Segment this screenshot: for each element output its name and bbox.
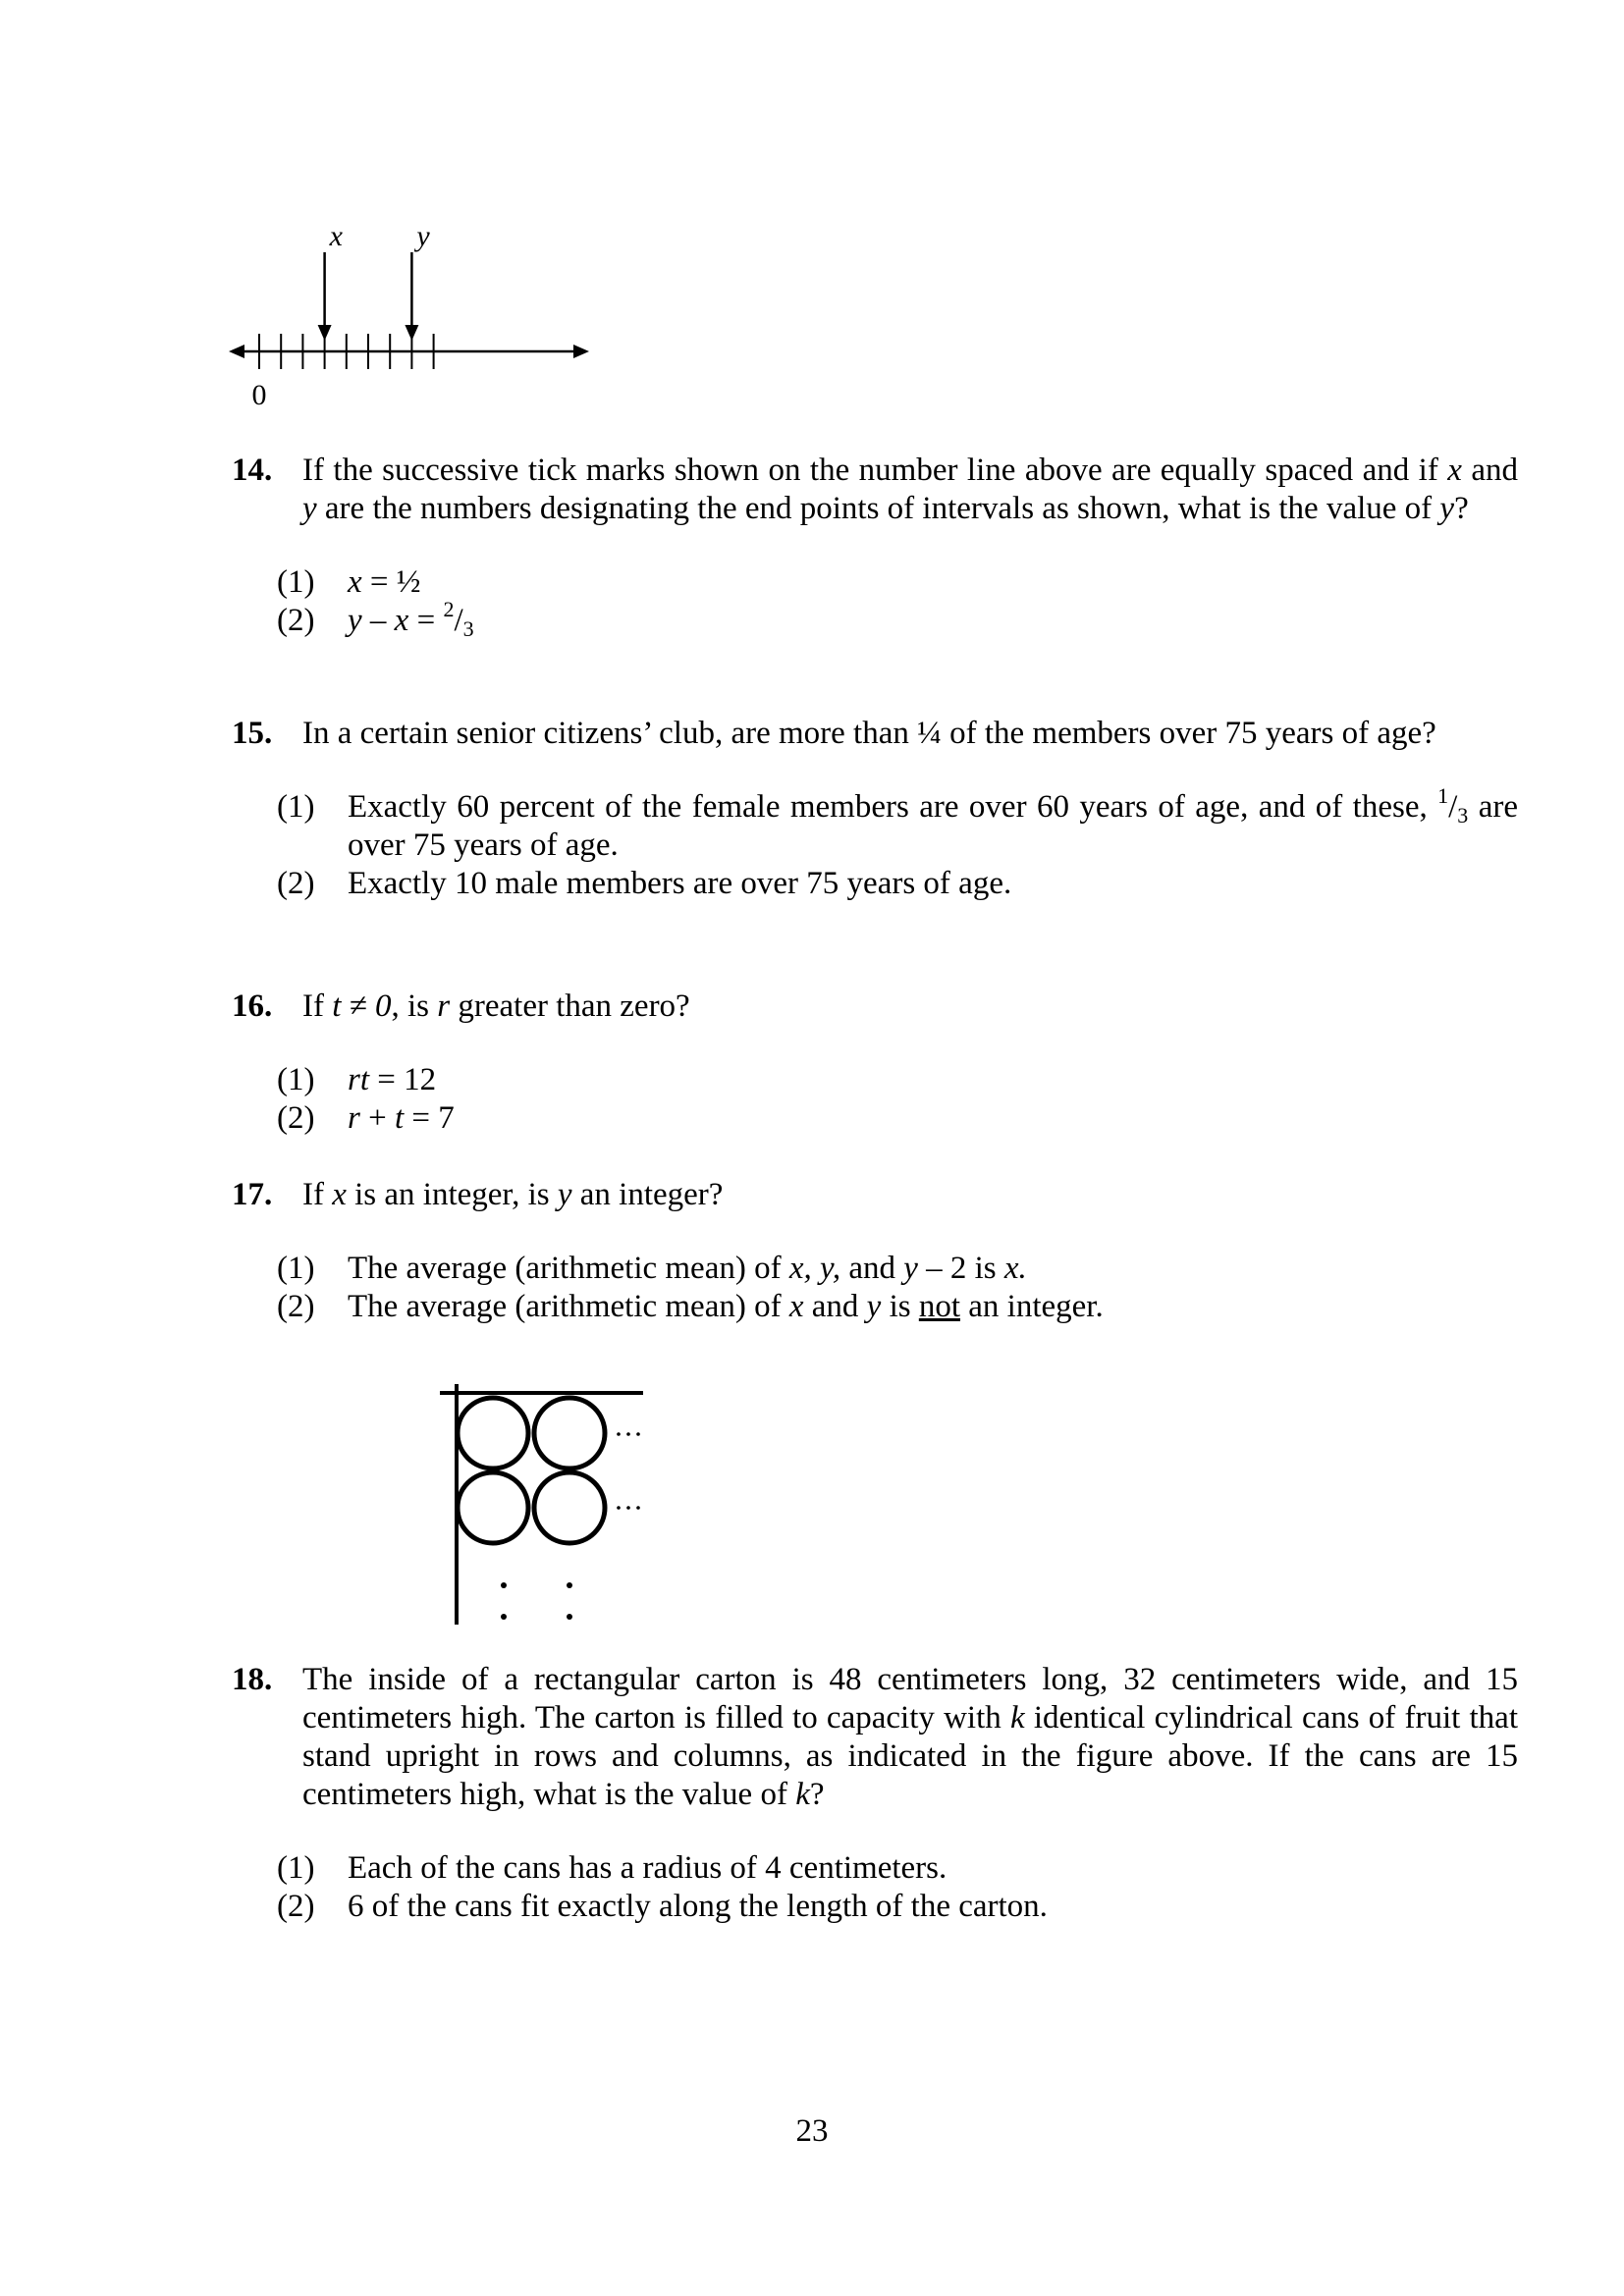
statement-2 — [277, 597, 1518, 641]
statement-label: (2) — [277, 866, 315, 901]
statement-label: (1) — [277, 1850, 315, 1886]
statement-1 — [277, 783, 1518, 865]
can-circle — [458, 1398, 528, 1468]
question-stem: If t ≠ 0, is r greater than zero? — [302, 988, 690, 1024]
question-number: 18. — [232, 1662, 273, 1697]
statement-text: x = ½ — [348, 564, 421, 600]
statement-text: Each of the cans has a radius of 4 centimeters. — [348, 1850, 947, 1886]
question-stem: In a certain senior citizens’ club, are more than ¼ of the members over 75 years of age? — [302, 716, 1436, 751]
statement-label: (1) — [277, 1251, 315, 1286]
statement-text: The average (arithmetic mean) of x, y, and y – 2 is x. — [348, 1251, 1027, 1286]
statement-text: Exactly 60 percent of the female members are over 60 years of age, and of these, $^1/_3$ are over 75 years of age. — [348, 783, 1518, 863]
statement-label: (1) — [277, 789, 315, 825]
can-circle — [534, 1472, 605, 1543]
question-stem: If x is an integer, is y an integer? — [302, 1177, 724, 1212]
can-circle — [534, 1398, 605, 1468]
question-number: 17. — [232, 1177, 273, 1212]
question-15 — [232, 715, 1518, 903]
statement-text: Exactly 10 male members are over 75 years of age. — [348, 866, 1012, 901]
statement-label: (1) — [277, 564, 315, 600]
statement-text: $y - x = ^2/_3$ — [348, 597, 474, 641]
number-line-left-arrowhead — [229, 345, 244, 358]
statement-label: (2) — [277, 603, 315, 638]
statement-2 — [277, 1288, 1518, 1326]
statement-1 — [277, 1061, 1518, 1099]
statement-label: (2) — [277, 1100, 315, 1136]
page-number: 23 — [795, 2113, 829, 2149]
statement-list — [277, 1061, 1518, 1138]
statement-2 — [277, 1888, 1518, 1926]
question-number: 16. — [232, 988, 273, 1024]
statement-2 — [277, 1099, 1518, 1138]
zero-label: 0 — [251, 379, 267, 411]
statement-1 — [277, 1849, 1518, 1888]
statement-list — [277, 1250, 1518, 1326]
statement-text: The average (arithmetic mean) of x and y is not an integer. — [348, 1289, 1104, 1324]
number-line-figure — [221, 221, 599, 417]
y-pointer-label: y — [416, 221, 430, 252]
statement-label: (1) — [277, 1062, 315, 1097]
question-14 — [232, 452, 1518, 640]
statement-text: r + t = 7 — [348, 1100, 455, 1136]
question-number: 15. — [232, 716, 273, 751]
statement-text: 6 of the cans fit exactly along the length of the carton. — [348, 1889, 1048, 1924]
statement-text: rt = 12 — [348, 1062, 437, 1097]
number-line-right-arrowhead — [573, 345, 589, 358]
statement-1 — [277, 1250, 1518, 1288]
can-circle — [458, 1472, 528, 1543]
question-number: 14. — [232, 453, 273, 488]
statement-1 — [277, 563, 1518, 602]
question-18 — [232, 1661, 1518, 1926]
statement-list — [277, 1849, 1518, 1926]
question-stem: If the successive tick marks shown on the number line above are equally spaced and if x and y are the numbers designating the end points of intervals as shown, what is the value of y? — [302, 453, 1518, 526]
row-continuation-dots — [617, 1432, 640, 1510]
question-stem: The inside of a rectangular carton is 48 centimeters long, 32 centimeters wide, and 15 centimeters high. The carton is filled to capacity with k identical cylindrical cans of fruit that stand upright in rows and columns, as indicated in the figure above. If the cans are 15 centimeters high, what is the value of k? — [302, 1662, 1518, 1812]
question-16 — [232, 988, 1518, 1138]
x-pointer-label: x — [329, 221, 343, 252]
question-17 — [232, 1176, 1518, 1326]
y-pointer-arrow — [405, 252, 418, 341]
statement-list — [277, 563, 1518, 640]
statement-label: (2) — [277, 1289, 315, 1324]
x-pointer-arrow — [318, 252, 332, 341]
statement-list — [277, 783, 1518, 903]
statement-label: (2) — [277, 1889, 315, 1924]
statement-2 — [277, 865, 1518, 903]
cans-in-carton-figure — [432, 1379, 668, 1634]
column-continuation-dots — [501, 1582, 572, 1620]
